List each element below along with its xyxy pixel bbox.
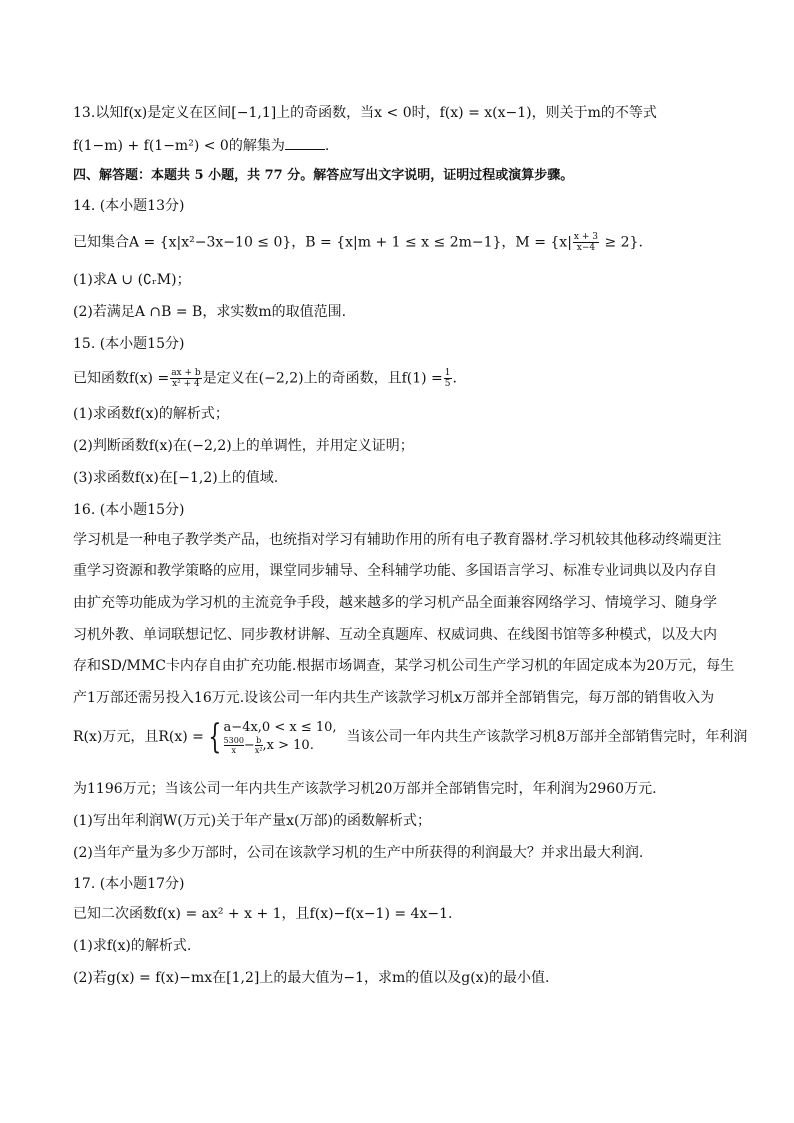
q16-para-line3 (73, 593, 754, 613)
q16-para8: 为1196万元；当该公司一年内共生产该款学习机20万部并全部销售完时，年利润为2960万元. (73, 781, 657, 797)
q14-frac-den: x−4 (576, 243, 596, 253)
q16-para-line1 (73, 530, 754, 550)
q14-part2-text: (2)若满足A ∩B = B，求实数m的取值范围. (73, 304, 347, 320)
case2-post: ,x > 10. (262, 738, 314, 753)
piecewise-cases (224, 719, 337, 755)
q14-fraction (573, 232, 599, 253)
q17-part1 (73, 936, 754, 956)
q13-line1 (73, 103, 754, 123)
q16-header (73, 500, 754, 520)
q15-stem-pre: 已知函数f(x) = (73, 370, 170, 387)
q17-header (73, 874, 754, 894)
q16-part2-text: (2)当年产量为多少万部时，公司在该款学习机的生产中所获得的利润最大？并求出最大利润. (73, 845, 644, 861)
q15-header-text: 15. (本小题15分) (73, 336, 185, 352)
case2-frac-den: x (231, 746, 236, 755)
q16-para7-pre: R(x)万元，且R(x) = (73, 729, 204, 745)
q14-stem-post: ≥ 2}. (600, 234, 643, 251)
q16-para6: 产1万部还需另投入16万元.设该公司一年内共生产该款学习机x万部并全部销售完，每万部的销售收入为 (73, 690, 715, 706)
q16-para-line6 (73, 688, 754, 708)
q14-stem (73, 232, 754, 253)
q16-para5: 存和SD/MMC卡内存自由扩充功能.根据市场调查，某学习机公司生产学习机的年固定成本为20万元，每生 (73, 658, 735, 674)
piecewise-function (204, 719, 337, 755)
q16-part1 (73, 811, 754, 831)
q17-part2 (73, 968, 754, 988)
case2-b-den: x² (254, 746, 263, 755)
q13-line2 (73, 135, 754, 156)
case2-minus: − (243, 738, 255, 753)
q17-part2-text: (2)若g(x) = f(x)−mx在[1,2]上的最大值为−1，求m的值以及g(x)的最小值. (73, 970, 550, 986)
q17-header-text: 17. (本小题17分) (73, 876, 185, 892)
q15-part3-text: (3)求函数f(x)在[−1,2)上的值域. (73, 470, 279, 486)
q15-part1 (73, 404, 754, 424)
q15-val-num: 1 (444, 368, 451, 378)
q16-para-line2 (73, 561, 754, 581)
q15-stem-mid: 是定义在(−2,2)上的奇函数，且f(1) = (202, 370, 443, 387)
q17-part1-text: (1)求f(x)的解析式. (73, 938, 192, 954)
q16-part2 (73, 843, 754, 863)
q15-val-den: 5 (444, 379, 451, 389)
q15-frac-den: x² + 4 (172, 379, 200, 389)
q15-part3 (73, 468, 754, 488)
q14-header-text: 14. (本小题13分) (73, 198, 185, 214)
q14-part1 (73, 270, 754, 290)
q14-part1-text: (1)求A ∪ (∁ᵣM)； (73, 272, 191, 288)
q16-para2: 重学习资源和教学策略的应用，课堂同步辅导、全科辅学功能、多国语言学习、标准专业词典以及内存自 (73, 563, 717, 579)
q14-stem-pre: 已知集合A = {x|x²−3x−10 ≤ 0}，B = {x|m + 1 ≤ x ≤ 2m−1}，M = {x| (73, 234, 572, 251)
q15-stem-post: . (452, 370, 457, 387)
q17-stem-text: 已知二次函数f(x) = ax² + x + 1，且f(x)−f(x−1) = 4x−1. (73, 906, 453, 922)
case2-b-num: b (256, 736, 262, 745)
case2-b-frac (255, 736, 263, 755)
q16-para-line8 (73, 779, 754, 799)
q16-para4: 习机外教、单词联想记忆、同步教材讲解、互动全真题库、权威词典、在线图书馆等多种模式，以及大内 (73, 627, 717, 643)
case2-frac (224, 736, 244, 755)
brace-glyph: { (208, 717, 222, 757)
q15-frac-num: ax + b (171, 368, 201, 378)
q17-stem (73, 904, 754, 924)
q15-part1-text: (1)求函数f(x)的解析式； (73, 406, 229, 422)
q13-text-1: 13.以知f(x)是定义在区间[−1,1]上的奇函数，当x < 0时，f(x) = x(x−1)，则关于m的不等式 (73, 105, 657, 121)
q16-part1-text: (1)写出年利润W(万元)关于年产量x(万部)的函数解析式； (73, 813, 431, 829)
q15-value-fraction (444, 368, 452, 389)
q16-header-text: 16. (本小题15分) (73, 502, 185, 518)
q16-para-line4 (73, 625, 754, 645)
section-heading-text: 四、解答题：本题共 5 小题，共 77 分。解答应写出文字说明，证明过程或演算步骤。 (73, 168, 574, 183)
q16-para1: 学习机是一种电子教学类产品，也统指对学习有辅助作用的所有电子教育器材.学习机较其他移动终端更注 (73, 532, 722, 548)
section-heading (73, 166, 754, 186)
q14-part2 (73, 302, 754, 322)
q13-text-2: f(1−m) + f(1−m²) < 0的解集为 (73, 138, 285, 154)
q15-part2 (73, 436, 754, 456)
q16-para-line5 (73, 656, 754, 676)
q15-stem (73, 368, 754, 389)
case2-frac-num: 5300 (223, 736, 244, 745)
q16-para3: 由扩充等功能成为学习机的主流竞争手段，越来越多的学习机产品全面兼容网络学习、情境学习、随身学 (73, 595, 717, 611)
case-row-2 (224, 736, 337, 755)
q14-frac-num: x + 3 (573, 232, 598, 242)
answer-blank[interactable] (285, 135, 325, 150)
case-row-1: a−4x,0 < x ≤ 10, (223, 720, 337, 735)
q16-para-line7 (73, 716, 754, 758)
q15-part2-text: (2)判断函数f(x)在(−2,2)上的单调性，并用定义证明； (73, 438, 414, 454)
q15-fraction (170, 368, 201, 389)
q13-text-2-end: . (324, 138, 330, 154)
q15-header (73, 334, 754, 354)
q16-para7-post: 当该公司一年内共生产该款学习机8万部并全部销售完时，年利润 (346, 729, 748, 745)
q14-header (73, 196, 754, 216)
